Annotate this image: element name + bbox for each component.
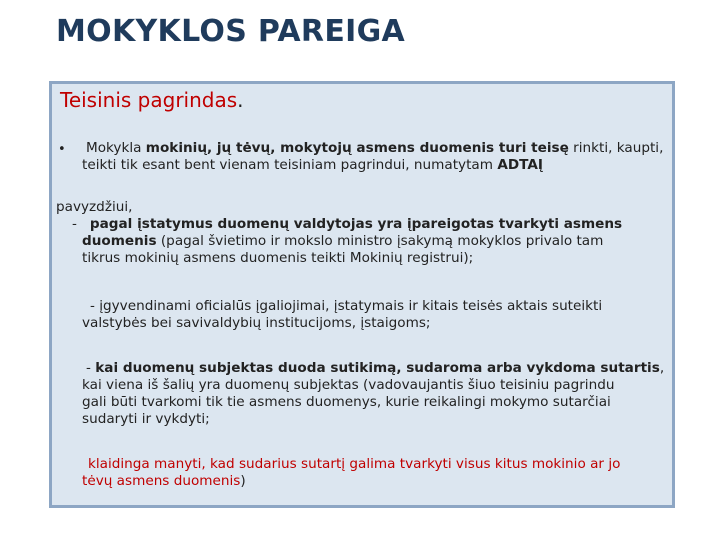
paragraph-1-line-1: Mokykla mokinių, jų tėvų, mokytojų asmens duomenis turi teisę rinkti, kaupti, xyxy=(86,140,664,156)
section-subtitle xyxy=(60,88,244,112)
subtitle-text: Teisinis pagrindas xyxy=(60,88,238,112)
paragraph-2-line-3: duomenis (pagal švietimo ir mokslo ministro įsakymą mokyklos privalo tam xyxy=(82,233,604,249)
rights-bold-text: mokinių, jų tėvų, mokytojų asmens duomenis turi teisę xyxy=(145,140,569,156)
content-box xyxy=(49,81,675,508)
paragraph-4-line-1: - kai duomenų subjektas duoda sutikimą, sudaroma arba vykdoma sutartis, xyxy=(86,360,665,376)
paragraph-1-line-2: teikti tik esant bent vienam teisiniam pagrindui, numatytam ADTAĮ xyxy=(82,157,543,173)
warning-line-1: klaidinga manyti, kad sudarius sutartį galima tvarkyti visus kitus mokinio ar jo xyxy=(88,456,621,472)
paragraph-3-line-1: - įgyvendinami oficialūs įgaliojimai, įstatymais ir kitais teisės aktais suteikti xyxy=(90,298,603,314)
paragraph-2-line-1: pavyzdžiui, xyxy=(56,199,133,215)
subtitle-dot: . xyxy=(237,88,244,112)
paragraph-3-line-2: valstybės bei savivaldybių institucijoms, įstaigoms; xyxy=(82,315,431,331)
paragraph-4-line-3: gali būti tvarkomi tik tie asmens duomenys, kurie reikalingi mokymo sutarčiai xyxy=(82,394,611,410)
paragraph-4-line-2: kai viena iš šalių yra duomenų subjektas (vadovaujantis šiuo teisiniu pagrindu xyxy=(82,377,615,393)
page-title: MOKYKLOS PAREIGA xyxy=(56,14,406,49)
warning-line-2: tėvų asmens duomenis) xyxy=(82,473,246,489)
bullet-marker: • xyxy=(58,142,66,157)
paragraph-4-line-4: sudaryti ir vykdyti; xyxy=(82,411,210,427)
paragraph-2-line-4: tikrus mokinių asmens duomenis teikti Mokinių registrui); xyxy=(82,250,474,266)
paragraph-2-line-2: - pagal įstatymus duomenų valdytojas yra įpareigotas tvarkyti asmens xyxy=(72,216,623,232)
law-abbreviation: ADTAĮ xyxy=(497,157,543,173)
